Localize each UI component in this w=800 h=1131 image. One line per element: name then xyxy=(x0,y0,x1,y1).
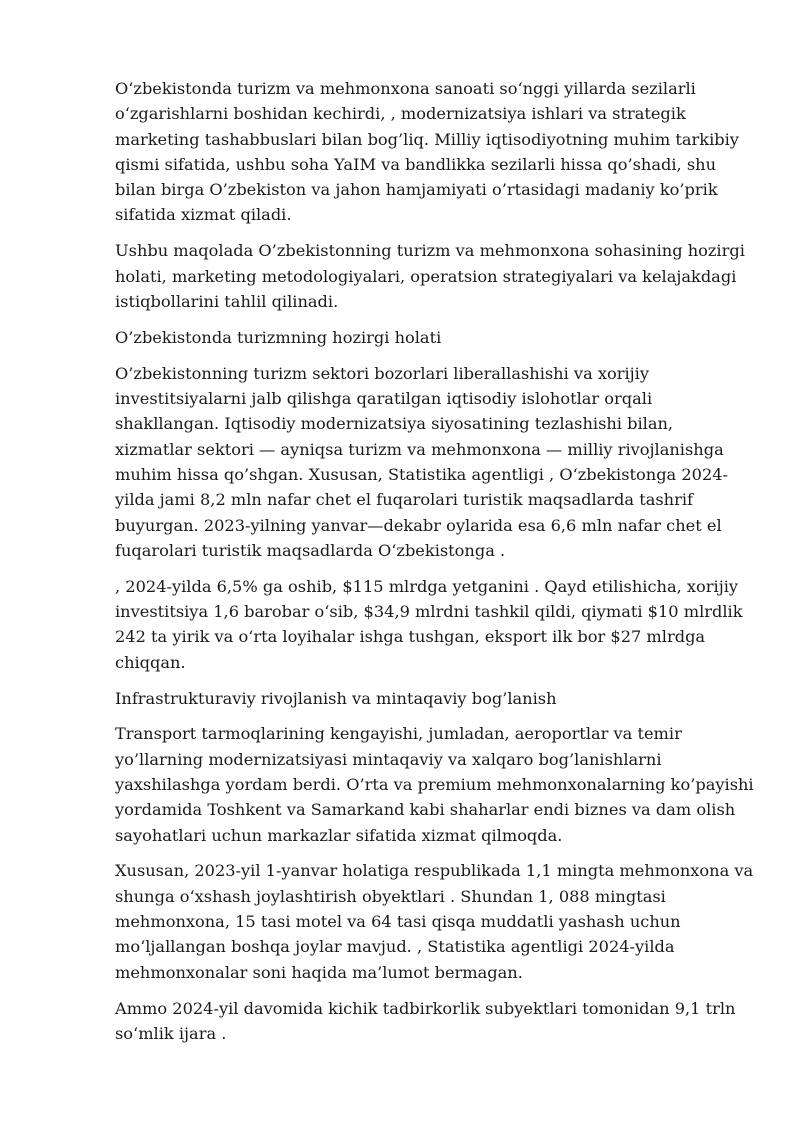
paragraph-scope: Ushbu maqolada O’zbekistonning turizm va mehmonxona sohasining hozirgi holati, marketing metodologiyalari, operatsion strategiyalari va kelajakdagi istiqbollarini tahlil qilinadi. xyxy=(115,241,745,311)
paragraph-hotels: Xususan, 2023-yil 1-yanvar holatiga respublikada 1,1 mingta mehmonxona va shunga o‘xshash joylashtirish obyektlari . Shundan 1, 088 mingtasi mehmonxona, 15 tasi motel va 64 tasi qisqa muddatli yashash uchun mo‘ljallangan boshqa joylar mavjud. , Statistika agentligi 2024-yilda mehmonxonalar soni haqida ma’lumot bermagan. xyxy=(115,861,754,982)
paragraph-tourism-sector: O’zbekistonning turizm sektori bozorlari liberallashishi va xorijiy investitsiyalarni jalb qilishga qaratilgan iqtisodiy islohotlar orqali shakllangan. Iqtisodiy modernizatsiya siyosatining tezlashishi bilan, xizmatlar sektori — ayniqsa turizm va mehmonxona — milliy rivojlanishga muhim hissa qo’shgan. Xususan, Statistika agentligi , O‘zbekistonga 2024-yilda jami 8,2 mln nafar chet el fuqarolari turistik maqsadlarda tashrif buyurgan. 2023-yilning yanvar—dekabr oylarida esa 6,6 mln nafar chet el fuqarolari turistik maqsadlarda O‘zbekistonga . xyxy=(115,363,729,560)
document-page xyxy=(115,76,755,1057)
section-heading-infrastructure: Infrastrukturaviy rivojlanish va mintaqaviy bog’lanish xyxy=(115,688,557,708)
paragraph-transport: Transport tarmoqlarining kengayishi, jumladan, aeroportlar va temir yo’llarning modernizatsiyasi mintaqaviy va xalqaro bog’lanishlarni yaxshilashga yordam berdi. O’rta va premium mehmonxonalarning ko’payishi yordamida Toshkent va Samarkand kabi shaharlar endi biznes va dam olish sayohatlari uchun markazlar sifatida xizmat qilmoqda. xyxy=(115,724,754,845)
section-heading-current-state: O’zbekistonda turizmning hozirgi holati xyxy=(115,327,442,347)
paragraph-rent: Ammo 2024-yil davomida kichik tadbirkorlik subyektlari tomonidan 9,1 trln so‘mlik ijara . xyxy=(115,998,736,1043)
paragraph-intro: O‘zbekistonda turizm va mehmonxona sanoati so‘nggi yillarda sezilarli o‘zgarishlarni boshidan kechirdi, , modernizatsiya ishlari va strategik marketing tashabbuslari bilan bog’liq. Milliy iqtisodiyotning muhim tarkibiy qismi sifatida, ushbu soha YaIM va bandlikka sezilarli hissa qo’shadi, shu bilan birga O’zbekiston va jahon hamjamiyati o’rtasidagi madaniy ko’prik sifatida xizmat qiladi. xyxy=(115,79,739,225)
paragraph-economy-figures: , 2024-yilda 6,5% ga oshib, $115 mlrdga yetganini . Qayd etilishicha, xorijiy investitsiya 1,6 barobar o‘sib, $34,9 mlrdni tashkil qildi, qiymati $10 mlrdlik 242 ta yirik va o‘rta loyihalar ishga tushgan, eksport ilk bor $27 mlrdga chiqqan. xyxy=(115,576,743,672)
